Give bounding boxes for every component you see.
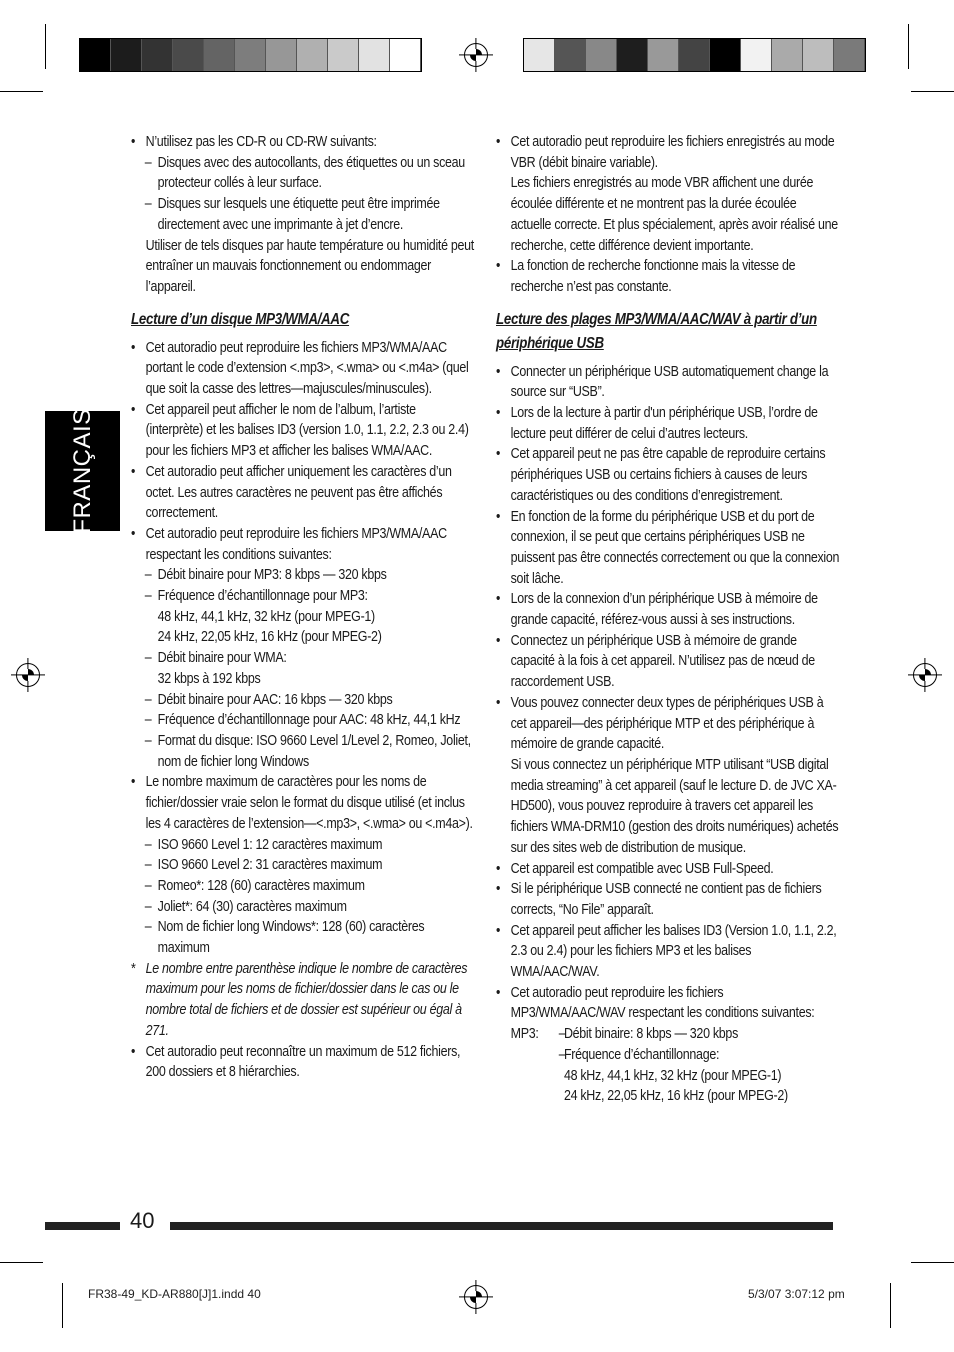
sub-item-line: 48 kHz, 44,1 kHz, 32 kHz (pour MPEG-1) [157, 608, 375, 625]
section-heading: Lecture d’un disque MP3/WMA/AAC [131, 310, 350, 328]
sub-item: – Romeo*: 128 (60) caractères maximum [131, 876, 475, 897]
sub-item: – Format du disque: ISO 9660 Level 1/Level 2, Romeo, Joliet, nom de fichier long Windows [131, 731, 475, 772]
list-item: • Cet autoradio peut reproduire les fichiers MP3/WMA/AAC/WAV respectant les conditions suivantes: [496, 983, 840, 1024]
crop-mark [911, 1262, 954, 1263]
mp3-label: MP3: [510, 1026, 539, 1043]
list-item: • Le nombre maximum de caractères pour les noms de fichier/dossier vraie selon le format du disque utilisé (et inclus les 4 caractères de l’extension—<.mp3>, <.wma> ou <.m4a>). [131, 772, 475, 834]
list-item: • Cet autoradio peut reproduire les fichiers MP3/WMA/AAC portant le code d’extension <.mp3>, <.wma> ou <.m4a> (quel que soit la casse des lettres—majuscules/minuscules). [131, 338, 475, 400]
list-item: • Cet autoradio peut reconnaître un maximum de 512 fichiers, 200 dossiers et 8 hiérarchies. [131, 1042, 475, 1083]
color-swatch [266, 39, 297, 71]
sub-item: – Disques avec des autocollants, des étiquettes ou un sceau protecteur collés à leur surface. [131, 153, 475, 194]
page-number: 40 [130, 1208, 155, 1233]
color-swatch [328, 39, 359, 71]
sub-item: – ISO 9660 Level 2: 31 caractères maximum [131, 855, 475, 876]
color-swatch [111, 39, 142, 71]
color-swatch [173, 39, 204, 71]
footer-file: FR38-49_KD-AR880[J]1.indd 40 [88, 1287, 261, 1301]
color-swatch [297, 39, 328, 71]
language-tab-label: FRANÇAIS [68, 408, 96, 534]
color-swatch [617, 39, 648, 71]
color-swatch [524, 39, 555, 71]
color-swatch [586, 39, 617, 71]
right-column [496, 132, 840, 1107]
color-swatch [359, 39, 390, 71]
color-swatch [834, 39, 865, 71]
color-swatch [803, 39, 834, 71]
list-item: • Cet autoradio peut afficher uniquement les caractères d’un octet. Les autres caractères ne peuvent pas être affichés correctement. [131, 462, 475, 524]
list-item: • Cet autoradio peut reproduire les fichiers MP3/WMA/AAC respectant les conditions suivantes: [131, 524, 475, 565]
paragraph: Les fichiers enregistrés au mode VBR affichent une durée écoulée différente et ne montrent pas la durée écoulée actuelle correcte. Et plus spécialement, après avoir réalisé une recherche, cette différence devient importante. [510, 175, 838, 254]
list-item: • N’utilisez pas les CD-R ou CD-RW suivants: [131, 132, 475, 153]
footer-date: 5/3/07 3:07:12 pm [748, 1287, 845, 1301]
crop-mark [911, 91, 954, 92]
crop-mark [908, 24, 909, 69]
sub-item-line: 48 kHz, 44,1 kHz, 32 kHz (pour MPEG-1) [563, 1067, 782, 1084]
list-item: • Cet appareil peut afficher le nom de l’album, l’artiste (interprète) et les balises ID3 (version 1.0, 1.1, 2.2, 2.3 ou 2.4) pour les fichiers MP3 et afficher les balises WMA/AAC. [131, 400, 475, 462]
color-swatch [648, 39, 679, 71]
color-swatch [679, 39, 710, 71]
color-swatch [555, 39, 586, 71]
color-swatch [80, 39, 111, 71]
sub-item: – Débit binaire pour AAC: 16 kbps — 320 kbps [131, 690, 475, 711]
sub-item: – ISO 9660 Level 1: 12 caractères maximum [131, 835, 475, 856]
crop-mark [62, 1283, 63, 1328]
color-swatch [741, 39, 772, 71]
sub-item: – Disques sur lesquels une étiquette peut être imprimée directement avec une imprimante à jet d’encre. [131, 194, 475, 235]
list-item: • Cet autoradio peut reproduire les fichiers enregistrés au mode VBR (débit binaire variable). [496, 132, 840, 173]
list-item: • En fonction de la forme du périphérique USB et du port de connexion, il se peut que certains périphériques USB ne puissent pas être connectés correctement ou que la connexion soit lâche. [496, 507, 840, 590]
registration-mark-icon [913, 663, 937, 687]
sub-item-line: 32 kbps à 192 kbps [157, 670, 261, 687]
sub-item-line: 24 kHz, 22,05 kHz, 16 kHz (pour MPEG-2) [157, 629, 382, 646]
page-bar-right [170, 1222, 833, 1230]
registration-mark-icon [464, 1285, 488, 1309]
mp3-spec-row [496, 1024, 840, 1107]
sub-item-line: 24 kHz, 22,05 kHz, 16 kHz (pour MPEG-2) [563, 1088, 788, 1105]
language-tab [45, 408, 120, 534]
footnote: * Le nombre entre parenthèse indique le nombre de caractères maximum pour les noms de fichier/dossier dans le cas ou le nombre total de fichiers et de dossier est supérieur ou égal à 271. [131, 959, 475, 1042]
color-swatch [235, 39, 266, 71]
paragraph: Si vous connectez un périphérique MTP utilisant “USB digital media streaming” à cet appareil (sauf le lecture D. de JVC XA-HD500), vous pouvez reproduire à travers cet appareil les fichiers WMA-DRM10 (gestion des droits numériques) achetés sur des sites web de distribution de musique. [510, 756, 839, 856]
sub-item: – Joliet*: 64 (30) caractères maximum [131, 897, 475, 918]
sub-item: – Débit binaire: 8 kbps — 320 kbps [545, 1024, 788, 1045]
left-column [131, 132, 475, 1083]
color-swatch [390, 39, 421, 71]
list-item: • La fonction de recherche fonctionne mais la vitesse de recherche n’est pas constante. [496, 256, 840, 297]
list-item: • Connecter un périphérique USB automatiquement change la source sur “USB”. [496, 362, 840, 403]
list-item: • Lors de la connexion d’un périphérique USB à mémoire de grande capacité, référez-vous aussi à ses instructions. [496, 589, 840, 630]
list-item: • Connectez un périphérique USB à mémoire de grande capacité à la fois à cet appareil. N’utilisez pas de nœud de raccordement USB. [496, 631, 840, 693]
registration-mark-icon [16, 663, 40, 687]
color-swatch [142, 39, 173, 71]
section-heading: Lecture des plages MP3/WMA/AAC/WAV à partir d’un périphérique USB [496, 310, 817, 352]
list-item: • Cet appareil peut ne pas être capable de reproduire certains périphériques USB ou certains fichiers à causes de leurs caractéristiques ou des conditions d’enregistrement. [496, 444, 840, 506]
crop-mark [45, 24, 46, 69]
paragraph: Utiliser de tels disques par haute température ou humidité peut entraîner un mauvais fonctionnement ou endommager l’appareil. [145, 237, 474, 295]
grayscale-bar-right [523, 38, 866, 72]
color-swatch [710, 39, 741, 71]
sub-item: – Fréquence d’échantillonnage pour MP3: [131, 586, 475, 607]
sub-item: – Débit binaire pour MP3: 8 kbps — 320 kbps [131, 565, 475, 586]
list-item: • Lors de la lecture à partir d'un périphérique USB, l’ordre de lecture peut différer de celui d’autres lecteurs. [496, 403, 840, 444]
sub-item: – Fréquence d’échantillonnage pour AAC: 48 kHz, 44,1 kHz [131, 710, 475, 731]
list-item: • Cet appareil peut afficher les balises ID3 (Version 1.0, 1.1, 2.2, 2.3 ou 2.4) pour les fichiers MP3 et les balises WMA/AAC/WAV. [496, 921, 840, 983]
color-swatch [772, 39, 803, 71]
sub-item: – Nom de fichier long Windows*: 128 (60) caractères maximum [131, 917, 475, 958]
sub-item: – Fréquence d’échantillonnage: [545, 1045, 788, 1066]
list-item: • Cet appareil est compatible avec USB Full-Speed. [496, 859, 840, 880]
crop-mark [0, 1262, 43, 1263]
crop-mark [890, 1283, 891, 1328]
registration-mark-icon [464, 43, 488, 67]
sub-item: – Débit binaire pour WMA: [131, 648, 475, 669]
grayscale-bar-left [79, 38, 422, 72]
list-item: • Si le périphérique USB connecté ne contient pas de fichiers corrects, “No File” apparaît. [496, 879, 840, 920]
color-swatch [204, 39, 235, 71]
mp3-specs [545, 1024, 788, 1107]
crop-mark [0, 91, 43, 92]
list-item: • Vous pouvez connecter deux types de périphériques USB à cet appareil—des périphérique MTP et des périphérique à mémoire de grande capacité. [496, 693, 840, 755]
page-bar-left [45, 1222, 120, 1230]
